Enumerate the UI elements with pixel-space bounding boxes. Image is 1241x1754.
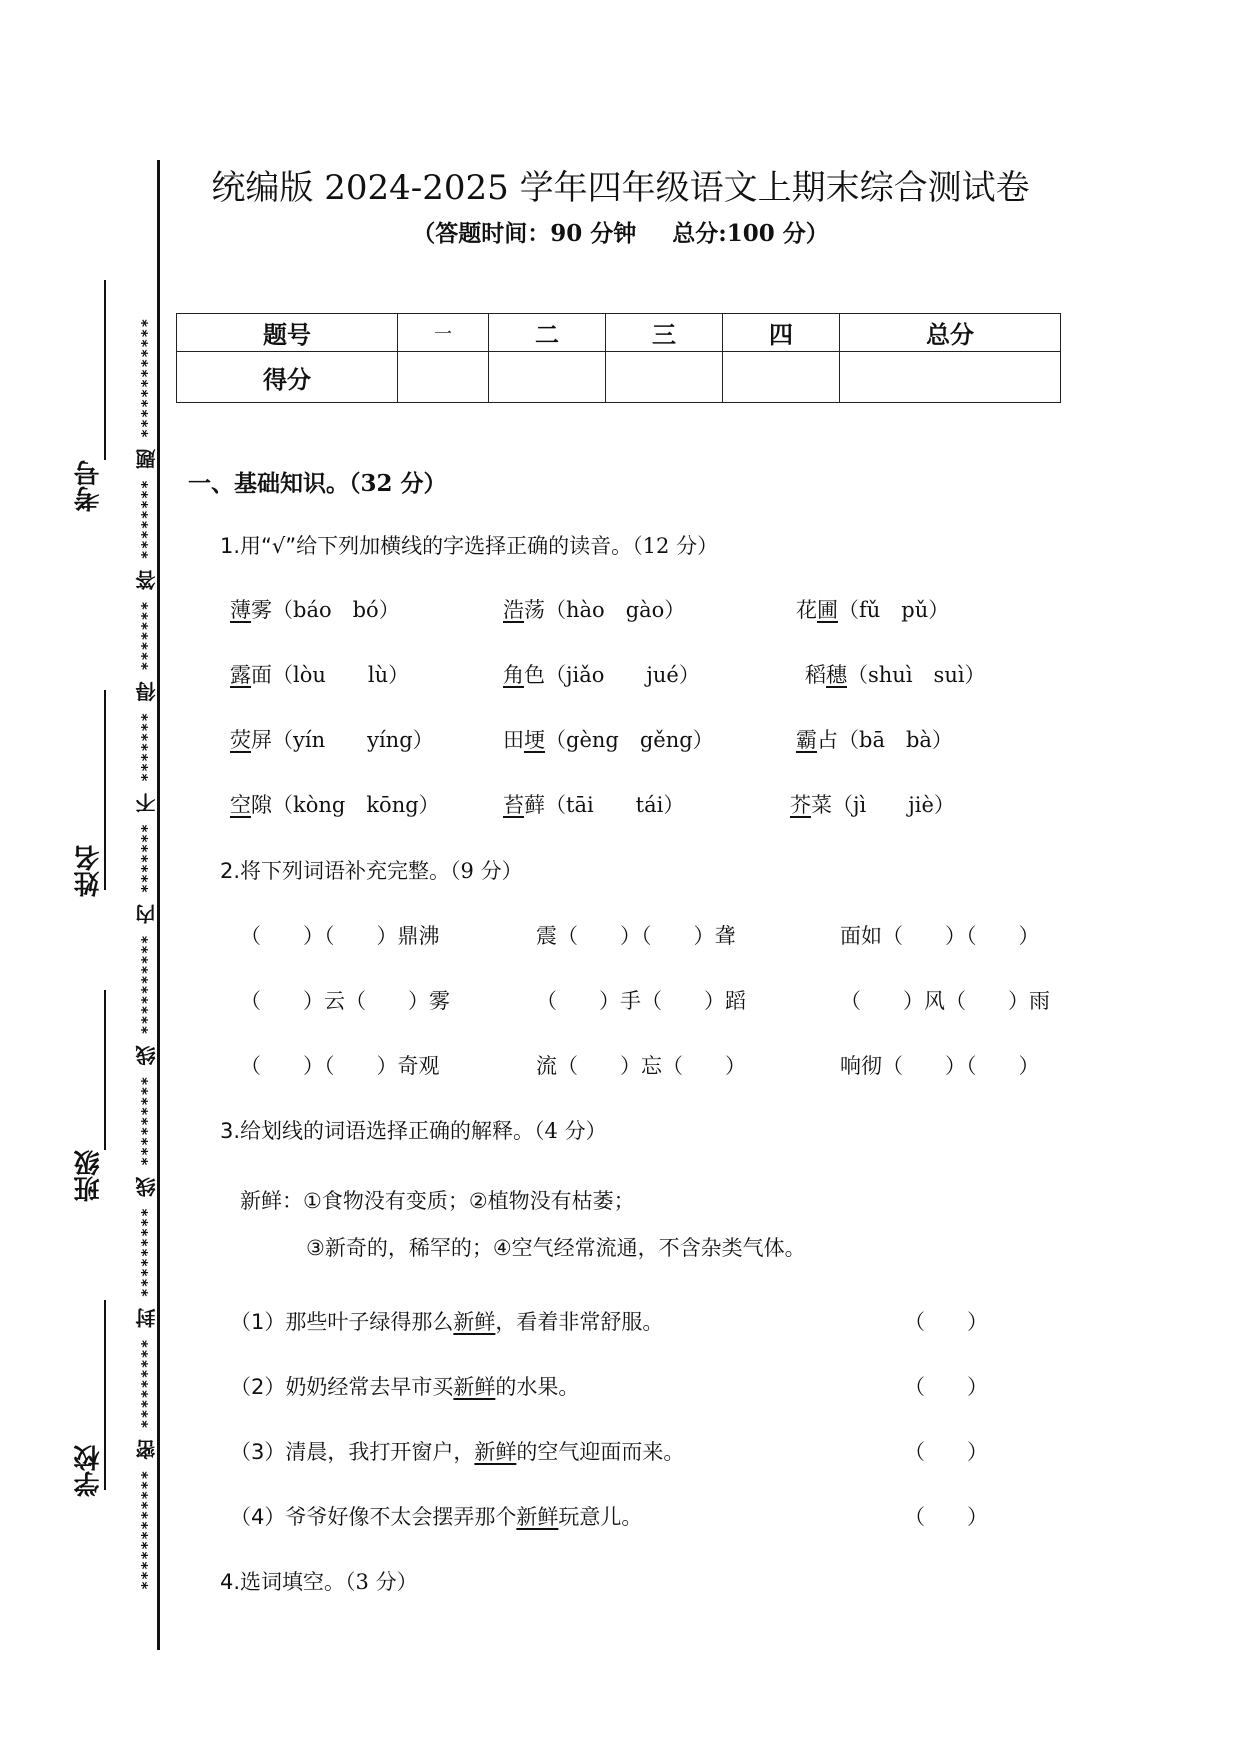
pinyin-item: 霸占（bā bà） xyxy=(796,728,953,752)
class-label: 班级 xyxy=(74,1150,104,1202)
definition-line-1: 新鲜：①食物没有变质；②植物没有枯萎； xyxy=(240,1189,635,1213)
answer-paren[interactable]: （ ） xyxy=(904,1310,988,1334)
pinyin-item: 荧屏（yín yíng） xyxy=(230,728,434,752)
idiom-fill-item[interactable]: （ ）手（ ）蹈 xyxy=(536,989,746,1013)
school-label: 学校 xyxy=(74,1445,104,1497)
idiom-fill-item[interactable]: （ ）云（ ）雾 xyxy=(240,989,450,1013)
score-row-label: 得分 xyxy=(177,352,398,403)
q2-title: 2.将下列词语补充完整。（9 分） xyxy=(220,859,523,883)
name-label: 姓名 xyxy=(74,845,104,897)
sentence-item: （4）爷爷好像不太会摆弄那个新鲜玩意儿。 xyxy=(230,1505,643,1529)
score-table-header: 题号 xyxy=(177,314,398,352)
pinyin-item: 空隙（kòng kōng） xyxy=(230,793,440,817)
answer-paren[interactable]: （ ） xyxy=(904,1505,988,1529)
score-cell[interactable] xyxy=(723,352,840,403)
pinyin-item: 芥菜（jì jiè） xyxy=(790,793,955,817)
score-table-header: 总分 xyxy=(840,314,1061,352)
idiom-fill-item[interactable]: 面如（ ）（ ） xyxy=(840,924,1040,948)
idiom-fill-item[interactable]: （ ）风（ ）雨 xyxy=(840,989,1050,1013)
score-table-header: 二 xyxy=(489,314,606,352)
page-title: 统编版 2024-2025 学年四年级语文上期末综合测试卷 xyxy=(211,168,1030,208)
score-cell[interactable] xyxy=(398,352,489,403)
pinyin-item: 苔藓（tāi tái） xyxy=(503,793,685,817)
pinyin-item: 田埂（gèng gěng） xyxy=(503,728,714,752)
exam-time: （答题时间：90 分钟 xyxy=(412,220,637,247)
exam-no-underline xyxy=(104,280,106,460)
exam-total: 总分:100 分） xyxy=(672,220,829,247)
answer-paren[interactable]: （ ） xyxy=(904,1440,988,1464)
sentence-item: （1）那些叶子绿得那么新鲜，看着非常舒服。 xyxy=(230,1310,664,1334)
q1-title: 1.用“√”给下列加横线的字选择正确的读音。（12 分） xyxy=(220,534,719,558)
answer-paren[interactable]: （ ） xyxy=(904,1375,988,1399)
pinyin-item: 稻穗（shuì suì） xyxy=(805,663,986,687)
score-table-header: 三 xyxy=(606,314,723,352)
pinyin-item: 薄雾（báo bó） xyxy=(230,598,400,622)
score-table-header: 一 xyxy=(398,314,489,352)
q4-title: 4.选词填空。（3 分） xyxy=(220,1570,418,1594)
score-table xyxy=(176,313,1061,403)
score-cell[interactable] xyxy=(489,352,606,403)
section-1-title: 一、基础知识。（32 分） xyxy=(188,470,447,497)
class-underline xyxy=(104,990,106,1150)
pinyin-item: 露面（lòu lù） xyxy=(230,663,410,687)
score-cell[interactable] xyxy=(840,352,1061,403)
definition-line-2: ③新奇的，稀罕的；④空气经常流通，不含杂类气体。 xyxy=(306,1236,806,1260)
sentence-item: （3）清晨，我打开窗户，新鲜的空气迎面而来。 xyxy=(230,1440,685,1464)
seal-line-text: ************ 密 ********* 封 ********* 线 ********* 线 ********** 内 ******* 不 ******* 得 ******* 答 ******** 题 ************ xyxy=(135,317,159,1590)
pinyin-item: 角色（jiǎo jué） xyxy=(503,663,700,687)
q3-title: 3.给划线的词语选择正确的解释。（4 分） xyxy=(220,1119,607,1143)
score-table-header: 四 xyxy=(723,314,840,352)
page-subtitle xyxy=(0,215,1241,248)
exam-no-label: 考号 xyxy=(74,460,104,512)
sentence-item: （2）奶奶经常去早市买新鲜的水果。 xyxy=(230,1375,580,1399)
idiom-fill-item[interactable]: （ ）（ ）奇观 xyxy=(240,1054,440,1078)
idiom-fill-item[interactable]: 流（ ）忘（ ） xyxy=(536,1054,746,1078)
pinyin-item: 浩荡（hào gào） xyxy=(503,598,686,622)
idiom-fill-item[interactable]: 震（ ）（ ）聋 xyxy=(536,924,736,948)
idiom-fill-item[interactable]: 响彻（ ）（ ） xyxy=(840,1054,1040,1078)
pinyin-item: 花圃（fǔ pǔ） xyxy=(796,598,950,622)
score-table-score-row xyxy=(177,352,1061,403)
idiom-fill-item[interactable]: （ ）（ ）鼎沸 xyxy=(240,924,440,948)
score-table-header-row xyxy=(177,314,1061,352)
score-cell[interactable] xyxy=(606,352,723,403)
